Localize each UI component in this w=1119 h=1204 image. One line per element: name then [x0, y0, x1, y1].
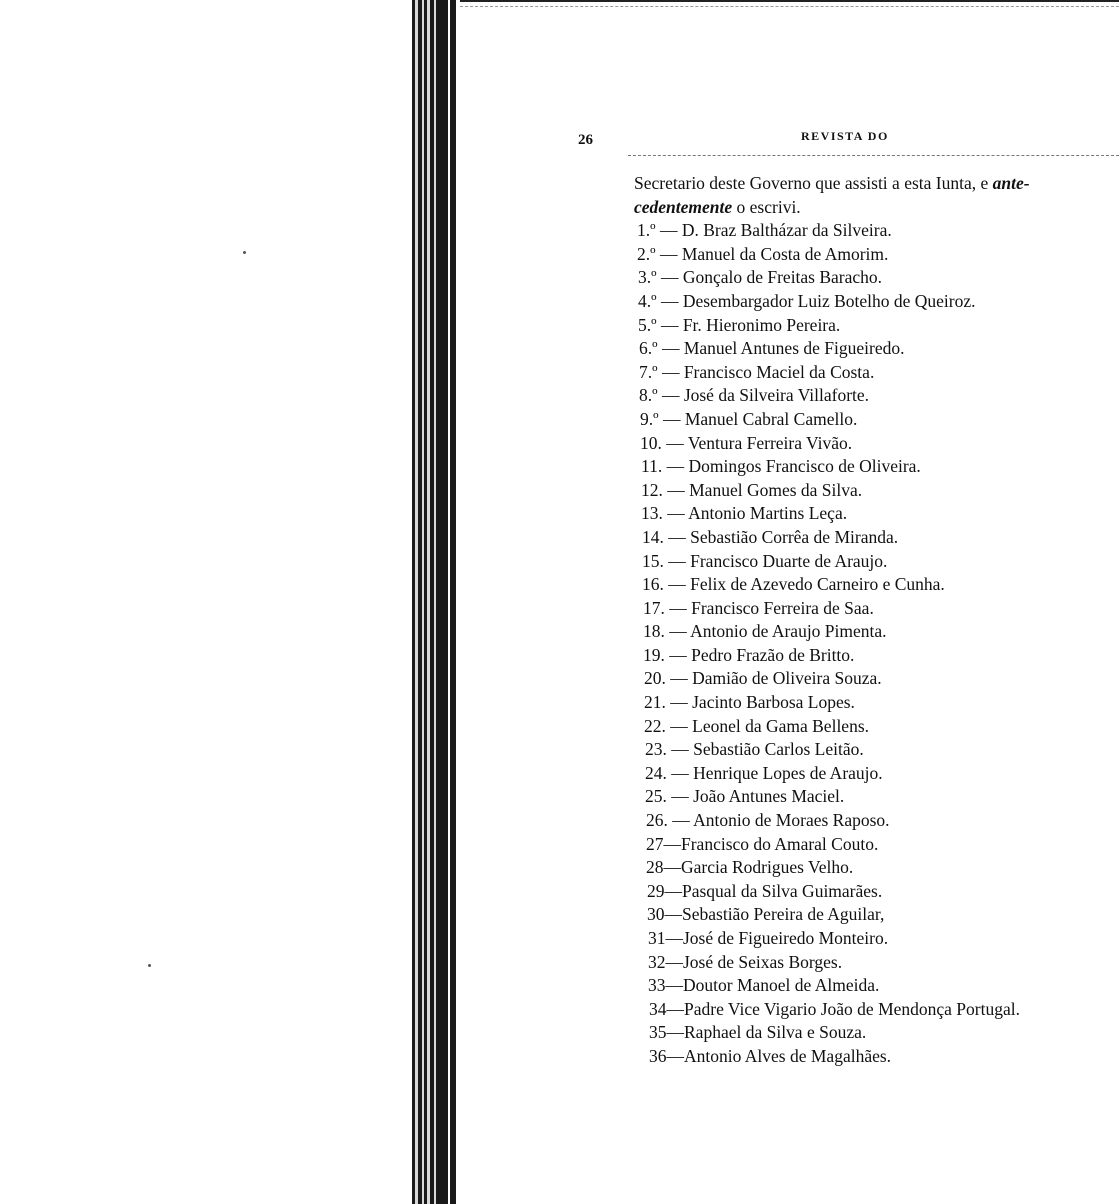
entry-dash: — [662, 479, 690, 500]
list-item [634, 408, 1114, 432]
entry-name: Francisco Maciel da Costa. [683, 361, 875, 382]
list-item [634, 526, 1114, 550]
entry-dash: — [662, 456, 689, 477]
entry-name: Desembargador Luiz Botelho de Queiroz. [682, 290, 976, 311]
list-item [634, 597, 1114, 621]
page-top-edge-shadow [460, 6, 1119, 7]
entry-number: 15. [642, 550, 664, 571]
list-item [634, 951, 1114, 975]
entry-name: Sebastião Pereira de Aguilar, [682, 904, 885, 925]
entry-name: Felix de Azevedo Carneiro e Cunha. [690, 574, 945, 595]
entry-dash: — [663, 526, 691, 547]
entry-dash: — [664, 621, 691, 642]
entry-dash: — [658, 408, 685, 429]
list-item [634, 809, 1114, 833]
list-item [634, 927, 1114, 951]
intro-line1-text: Secretario deste Governo que assisti a esta Iunta, e [634, 173, 993, 193]
list-item [634, 833, 1114, 857]
list-item [634, 290, 1114, 314]
entry-name: José de Seixas Borges. [683, 951, 843, 972]
entry-dash: — [665, 692, 693, 713]
entry-dash: — [666, 1045, 684, 1066]
entry-name: Fr. Hieronimo Pereira. [682, 314, 841, 335]
entry-dash: — [666, 998, 684, 1019]
entry-dash: — [666, 739, 694, 760]
entry-name: Sebastião Carlos Leitão. [693, 739, 864, 760]
entry-dash: — [663, 833, 681, 854]
list-item [634, 337, 1114, 361]
entry-number: 8.º [639, 385, 658, 406]
entry-name: Domingos Francisco de Oliveira. [688, 456, 921, 477]
entry-name: Manuel da Costa de Amorim. [681, 243, 889, 264]
list-item [634, 762, 1114, 786]
entry-dash: — [664, 904, 682, 925]
entry-name: João Antunes Maciel. [693, 786, 845, 807]
entry-number: 33 [648, 975, 666, 996]
entry-dash: — [663, 574, 691, 595]
entry-number: 25. [645, 786, 667, 807]
scan-speck [243, 251, 246, 254]
entry-number: 34 [649, 998, 667, 1019]
list-item [634, 1045, 1114, 1069]
entry-number: 32 [648, 951, 666, 972]
entry-dash: — [667, 810, 694, 831]
entry-number: 31 [648, 928, 666, 948]
entry-number: 29 [647, 880, 665, 901]
intro-line2-italic: cedentemente [634, 196, 733, 217]
entry-name: Francisco Ferreira de Saa. [691, 597, 874, 618]
entry-number: 9.º [640, 408, 659, 429]
entry-dash: — [661, 432, 688, 453]
entry-name: Antonio de Araujo Pimenta. [690, 621, 887, 642]
entry-number: 11. [641, 456, 663, 477]
entry-number: 10. [640, 432, 662, 453]
entry-name: Antonio Martins Leça. [688, 503, 848, 524]
entry-name: Manuel Gomes da Silva. [689, 479, 863, 500]
entry-number: 23. [645, 739, 667, 760]
journal-title: REVISTA DO [801, 129, 889, 143]
entry-dash: — [665, 668, 693, 689]
entry-number: 1.º [637, 220, 656, 241]
entry-name: Garcia Rodrigues Velho. [681, 857, 854, 878]
entry-name: José da Silveira Villaforte. [683, 385, 870, 406]
list-item [634, 573, 1114, 597]
page-top-edge [460, 0, 1119, 2]
entry-name: Pedro Frazão de Britto. [691, 644, 855, 665]
page-number: 26 [578, 132, 593, 148]
page-body [634, 172, 1114, 1069]
list-item [634, 266, 1114, 290]
list-item [634, 502, 1114, 526]
list-item [634, 384, 1114, 408]
entry-name: Ventura Ferreira Vivão. [687, 432, 853, 453]
entry-name: Doutor Manoel de Almeida. [683, 975, 880, 996]
entry-number: 19. [643, 644, 665, 665]
entry-dash: — [656, 314, 683, 335]
entry-number: 13. [641, 503, 663, 524]
entry-name: Antonio de Moraes Raposo. [693, 810, 890, 831]
list-item [634, 974, 1114, 998]
entry-dash: — [662, 503, 689, 524]
entry-name: Sebastião Corrêa de Miranda. [690, 526, 899, 547]
entry-number: 16. [642, 574, 664, 595]
entry-number: 21. [644, 692, 666, 713]
list-item [634, 738, 1114, 762]
list-item [634, 361, 1114, 385]
entry-number: 28 [646, 857, 664, 878]
list-item [634, 479, 1114, 503]
signatories-list [634, 219, 1114, 1068]
entry-dash: — [665, 975, 683, 996]
book-binding-edges [386, 0, 466, 1204]
entry-number: 18. [643, 621, 665, 642]
entry-name: Jacinto Barbosa Lopes. [692, 692, 855, 713]
entry-name: Raphael da Silva e Souza. [684, 1022, 867, 1043]
entry-number: 12. [641, 479, 663, 500]
entry-dash: — [666, 762, 694, 783]
entry-name: Manuel Cabral Camello. [684, 408, 858, 429]
list-item [634, 1021, 1114, 1045]
list-item [634, 998, 1114, 1022]
entry-name: Francisco do Amaral Couto. [681, 833, 879, 854]
entry-dash: — [656, 290, 683, 311]
entry-number: 4.º [638, 290, 657, 311]
entry-dash: — [656, 267, 683, 288]
scan-speck [148, 964, 151, 967]
entry-number: 27 [646, 833, 664, 854]
entry-dash: — [664, 880, 682, 901]
entry-dash: — [665, 928, 683, 948]
intro-line1-italic: ante- [992, 173, 1030, 193]
entry-name: Leonel da Gama Bellens. [692, 715, 870, 736]
list-item [634, 903, 1114, 927]
entry-dash: — [665, 715, 693, 736]
entry-name: Antonio Alves de Magalhães. [684, 1045, 892, 1066]
entry-dash: — [663, 550, 691, 571]
intro-line2-text: o escrivi. [732, 196, 801, 217]
entry-name: D. Braz Baltházar da Silveira. [681, 220, 892, 241]
entry-number: 14. [642, 526, 664, 547]
entry-number: 20. [644, 668, 666, 689]
entry-dash: — [655, 220, 682, 241]
list-item [634, 314, 1114, 338]
list-item [634, 550, 1114, 574]
list-item [634, 432, 1114, 456]
entry-number: 2.º [637, 243, 656, 264]
entry-dash: — [666, 786, 694, 807]
list-item [634, 620, 1114, 644]
entry-dash: — [657, 361, 684, 382]
entry-dash: — [664, 644, 692, 665]
list-item [634, 880, 1114, 904]
list-item [634, 715, 1114, 739]
list-item [634, 219, 1114, 243]
entry-name: Francisco Duarte de Araujo. [690, 550, 888, 571]
header-rule [628, 155, 1119, 156]
list-item [634, 856, 1114, 880]
entry-name: Damião de Oliveira Souza. [692, 668, 882, 689]
entry-name: Gonçalo de Freitas Baracho. [682, 267, 883, 288]
entry-number: 22. [644, 715, 666, 736]
entry-number: 30 [647, 904, 665, 925]
list-item [634, 667, 1114, 691]
entry-dash: — [655, 243, 682, 264]
entry-number: 3.º [638, 267, 657, 288]
running-head [575, 128, 1119, 150]
entry-name: Henrique Lopes de Araujo. [693, 762, 883, 783]
entry-number: 24. [645, 762, 667, 783]
entry-name: José de Figueiredo Monteiro. [683, 928, 889, 948]
entry-name: Pasqual da Silva Guimarães. [682, 880, 883, 901]
entry-number: 5.º [638, 314, 657, 335]
entry-name: Manuel Antunes de Figueiredo. [683, 338, 905, 359]
entry-dash: — [665, 951, 683, 972]
list-item [634, 691, 1114, 715]
entry-dash: — [663, 857, 681, 878]
list-item [634, 455, 1114, 479]
entry-number: 17. [643, 597, 665, 618]
list-item [634, 785, 1114, 809]
entry-dash: — [664, 597, 692, 618]
entry-name: Padre Vice Vigario João de Mendonça Portugal. [684, 998, 1020, 1019]
entry-dash: — [666, 1022, 684, 1043]
entry-number: 26. [646, 810, 668, 831]
entry-number: 6.º [639, 338, 658, 359]
entry-dash: — [657, 338, 684, 359]
entry-number: 36 [649, 1045, 667, 1066]
entry-dash: — [657, 385, 684, 406]
list-item [634, 644, 1114, 668]
entry-number: 35 [649, 1022, 667, 1043]
entry-number: 7.º [639, 361, 658, 382]
list-item [634, 243, 1114, 267]
intro-paragraph [634, 172, 1114, 219]
